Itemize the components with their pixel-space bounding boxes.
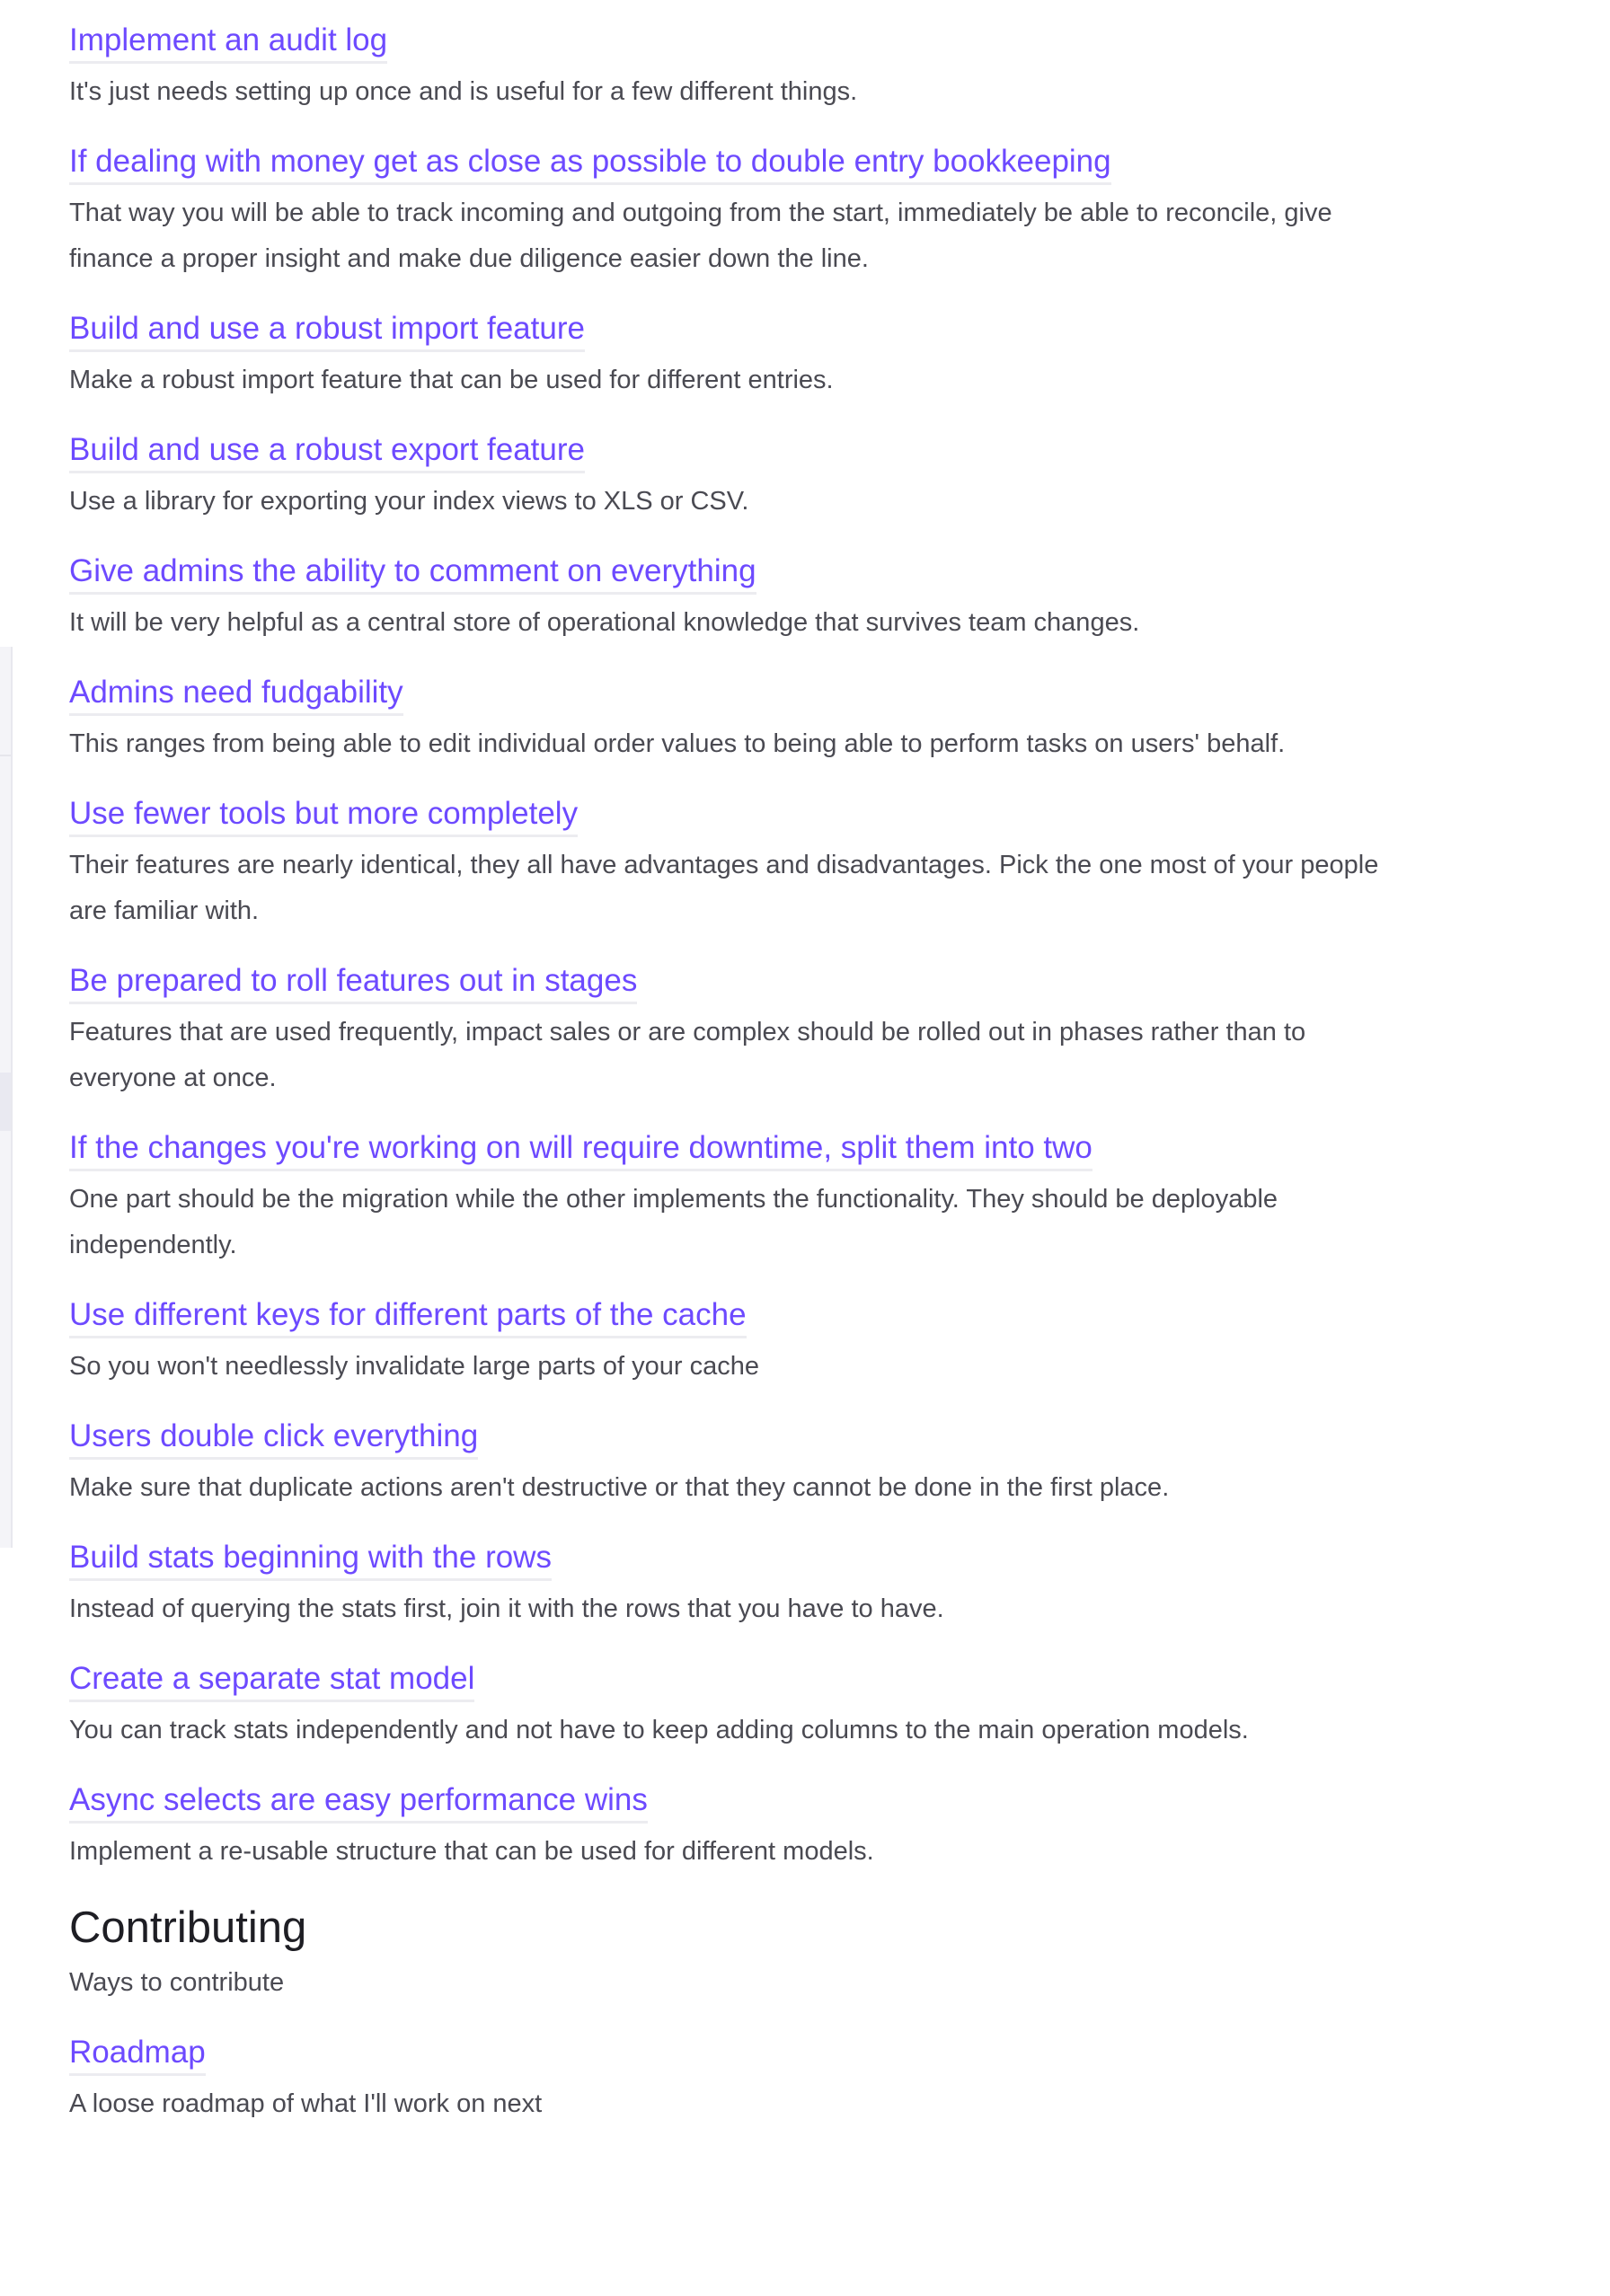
item-link[interactable]: Use different keys for different parts of the cache	[69, 1294, 747, 1338]
item-description: Instead of querying the stats first, join it with the rows that you have to have.	[69, 1594, 944, 1623]
list-item	[69, 2032, 1381, 2127]
list-item	[69, 429, 1381, 525]
item-description: One part should be the migration while the other implements the functionality. They should be deployable independently.	[69, 1185, 1278, 1259]
item-description: Their features are nearly identical, they all have advantages and disadvantages. Pick the one most of your people are familiar with.	[69, 851, 1379, 925]
item-description: Make a robust import feature that can be used for different entries.	[69, 366, 834, 394]
item-link[interactable]: Admins need fudgability	[69, 672, 403, 716]
list-item	[69, 1537, 1381, 1632]
item-link[interactable]: Users double click everything	[69, 1416, 478, 1460]
list-item	[69, 1294, 1381, 1390]
item-link[interactable]: If the changes you're working on will require downtime, split them into two	[69, 1127, 1092, 1171]
item-description: Implement a re-usable structure that can be used for different models.	[69, 1837, 874, 1866]
item-link[interactable]: Create a separate stat model	[69, 1658, 474, 1702]
item-description: It's just needs setting up once and is useful for a few different things.	[69, 77, 858, 106]
item-link[interactable]: Use fewer tools but more completely	[69, 793, 578, 837]
list-item	[69, 308, 1381, 403]
item-description: Features that are used frequently, impact sales or are complex should be rolled out in phases rather than to everyone at once.	[69, 1018, 1306, 1092]
item-description: Make sure that duplicate actions aren't destructive or that they cannot be done in the first place.	[69, 1473, 1170, 1502]
sidebar-active-item[interactable]	[0, 1073, 11, 1131]
list-item	[69, 1658, 1381, 1753]
list-item	[69, 1127, 1381, 1268]
main-content	[69, 20, 1381, 2153]
list-item	[69, 1416, 1381, 1511]
item-link[interactable]: Build and use a robust import feature	[69, 308, 585, 352]
item-link[interactable]: Implement an audit log	[69, 20, 387, 64]
list-item	[69, 1779, 1381, 1875]
sidebar-edge	[0, 647, 13, 1548]
list-item	[69, 141, 1381, 282]
list-item	[69, 551, 1381, 646]
item-description: Use a library for exporting your index views to XLS or CSV.	[69, 487, 749, 516]
item-description: So you won't needlessly invalidate large parts of your cache	[69, 1352, 760, 1381]
item-link-roadmap[interactable]: Roadmap	[69, 2032, 206, 2076]
item-link[interactable]: Build stats beginning with the rows	[69, 1537, 552, 1581]
item-description: It will be very helpful as a central store of operational knowledge that survives team changes.	[69, 608, 1140, 637]
list-item	[69, 960, 1381, 1101]
sidebar-divider	[0, 755, 11, 756]
list-item	[69, 793, 1381, 934]
item-link[interactable]: If dealing with money get as close as possible to double entry bookkeeping	[69, 141, 1111, 185]
item-link[interactable]: Build and use a robust export feature	[69, 429, 585, 473]
item-link[interactable]: Give admins the ability to comment on everything	[69, 551, 756, 595]
item-description: A loose roadmap of what I'll work on next	[69, 2089, 543, 2118]
item-link[interactable]: Be prepared to roll features out in stages	[69, 960, 637, 1004]
item-description: This ranges from being able to edit individual order values to being able to perform tasks on users' behalf.	[69, 729, 1286, 758]
item-description: You can track stats independently and not have to keep adding columns to the main operation models.	[69, 1716, 1249, 1744]
section-description: Ways to contribute	[69, 1968, 285, 1997]
section-heading-contributing: Contributing	[69, 1903, 307, 1952]
item-description: That way you will be able to track incoming and outgoing from the start, immediately be able to reconcile, give finance a proper insight and make due diligence easier down the line.	[69, 199, 1332, 273]
list-item	[69, 672, 1381, 767]
list-item	[69, 20, 1381, 115]
item-link[interactable]: Async selects are easy performance wins	[69, 1779, 648, 1824]
